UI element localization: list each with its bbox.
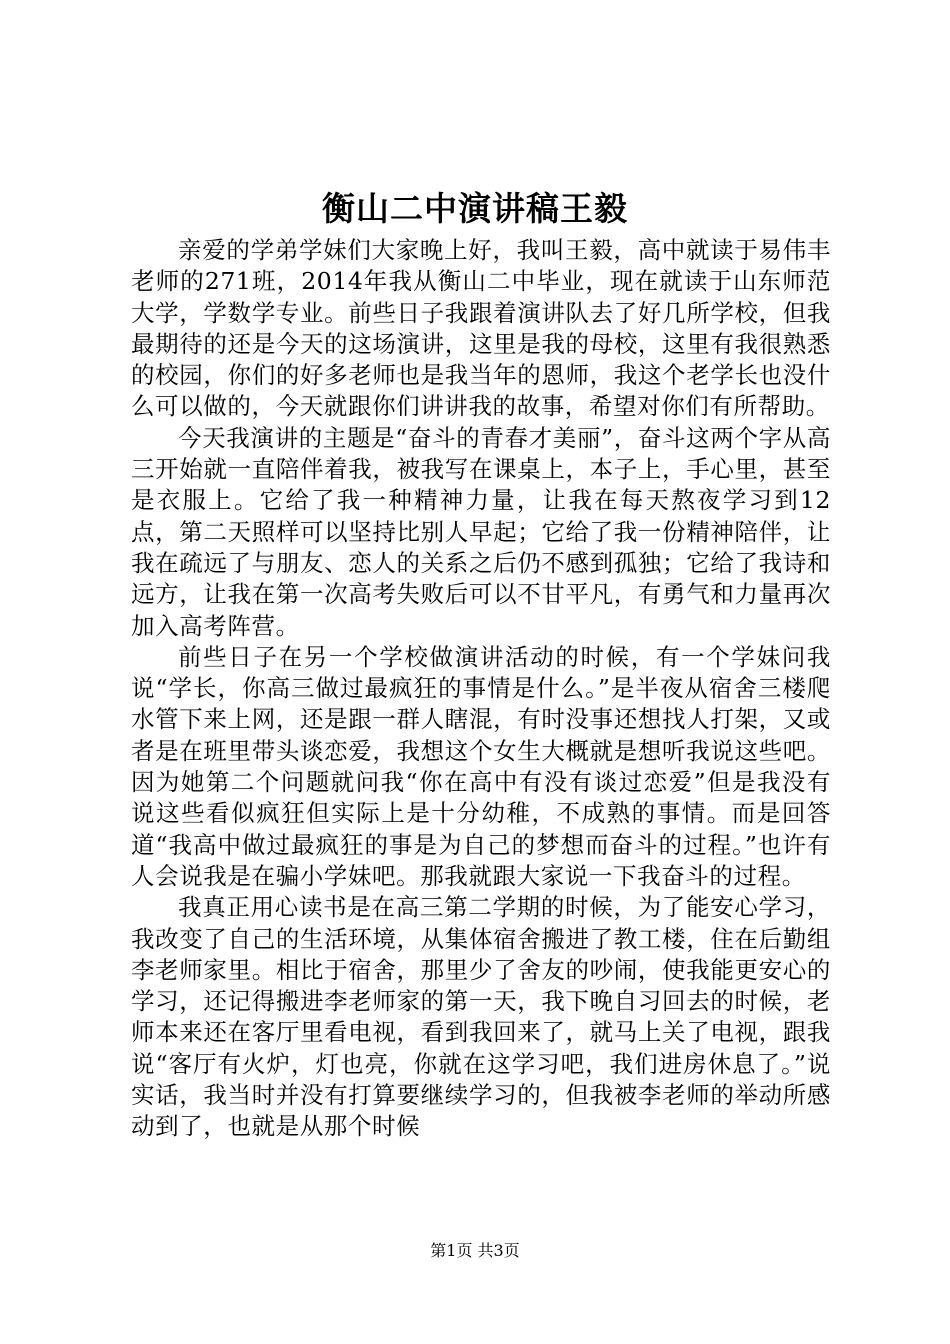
document-body [131,235,831,1143]
paragraph: 我真正用心读书是在高三第二学期的时候，为了能安心学习，我改变了自己的生活环境，从集体宿舍搬进了教工楼，住在后勤组李老师家里。相比于宿舍，那里少了舍友的吵闹，使我能更安心的学习，还记得搬进李老师家的第一天，我下晚自习回去的时候，老师本来还在客厅里看电视，看到我回来了，就马上关了电视，跟我说“客厅有火炉，灯也亮，你就在这学习吧，我们进房休息了。”说实话，我当时并没有打算要继续学习的，但我被李老师的举动所感动到了，也就是从那个时候 [131,893,831,1141]
paragraph: 前些日子在另一个学校做演讲活动的时候，有一个学妹问我说“学长，你高三做过最疯狂的事情是什么。”是半夜从宿舍三楼爬水管下来上网，还是跟一群人瞎混，有时没事还想找人打架，又或者是在班里带头谈恋爱，我想这个女生大概就是想听我说这些吧。因为她第二个问题就问我“你在高中有没有谈过恋爱”但是我没有说这些看似疯狂但实际上是十分幼稚，不成熟的事情。而是回答道“我高中做过最疯狂的事是为自己的梦想而奋斗的过程。”也许有人会说我是在骗小学妹吧。那我就跟大家说一下我奋斗的过程。 [131,642,831,890]
page-footer: 第1页 共3页 [430,1241,520,1260]
paragraph: 今天我演讲的主题是“奋斗的青春才美丽”，奋斗这两个字从高三开始就一直陪伴着我，被我写在课桌上，本子上，手心里，甚至是衣服上。它给了我一种精神力量，让我在每天熬夜学习到12点，第二天照样可以坚持比别人早起；它给了我一份精神陪伴，让我在疏远了与朋友、恋人的关系之后仍不感到孤独；它给了我诗和远方，让我在第一次高考失败后可以不甘平凡，有勇气和力量再次加入高考阵营。 [131,423,831,640]
paragraph: 亲爱的学弟学妹们大家晚上好，我叫王毅，高中就读于易伟丰老师的271班，2014年我从衡山二中毕业，现在就读于山东师范大学，学数学专业。前些日子我跟着演讲队去了好几所学校，但我最期待的还是今天的这场演讲，这里是我的母校，这里有我很熟悉的校园，你们的好多老师也是我当年的恩师，我这个老学长也没什么可以做的，今天就跟你们讲讲我的故事，希望对你们有所帮助。 [131,236,831,421]
document-title: 衡山二中演讲稿王毅 [322,189,628,228]
